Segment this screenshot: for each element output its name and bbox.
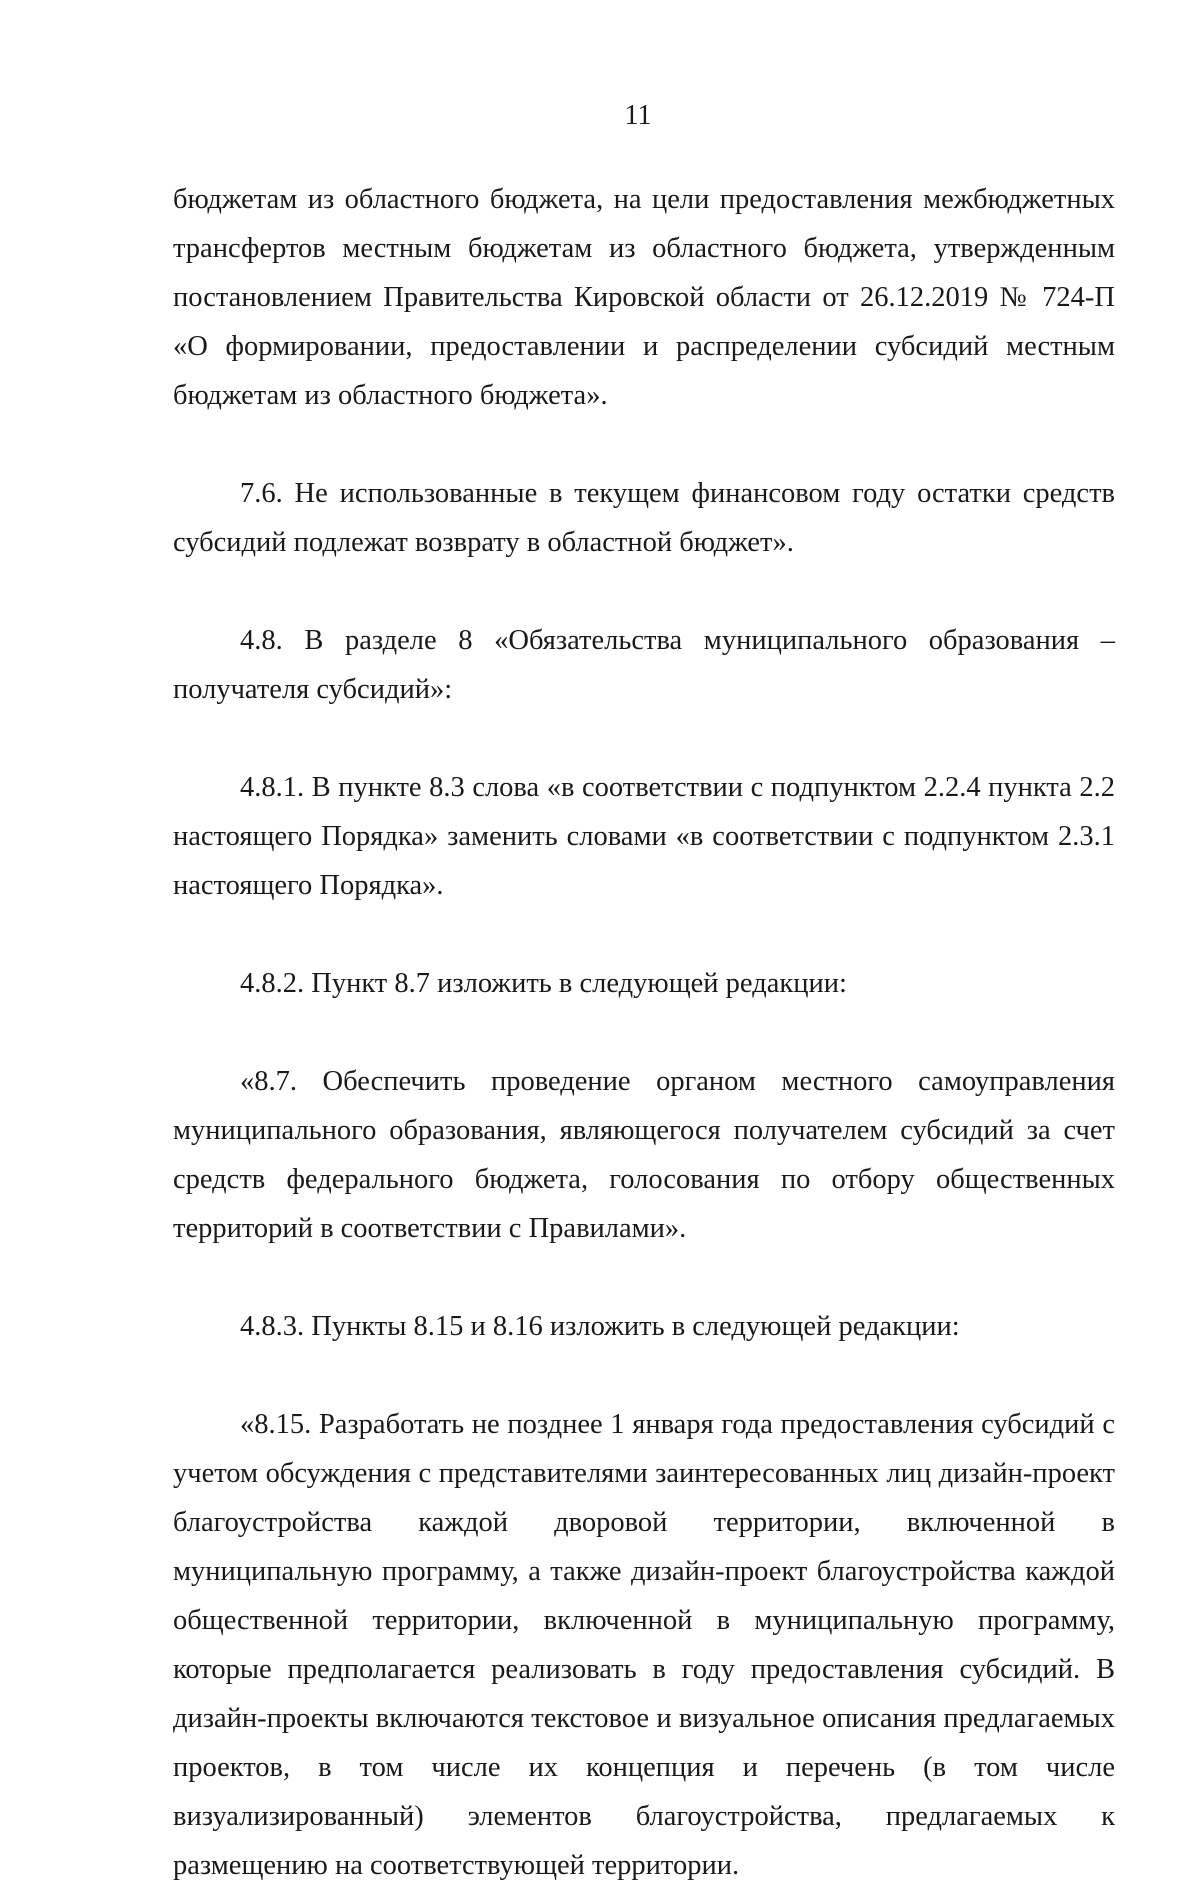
- text-line: 4.8.3. Пункты 8.15 и 8.16 изложить в следующей редакции:: [240, 1311, 960, 1342]
- text-line: территорий в соответствии с Правилами».: [173, 1213, 687, 1244]
- text-line: «О формировании, предоставлении и распределении субсидий местным: [173, 331, 1115, 362]
- paragraph-spacer: [173, 714, 1115, 763]
- text-line: бюджетам из областного бюджета».: [173, 380, 608, 411]
- text-line: учетом обсуждения с представителями заинтересованных лиц дизайн-проект: [173, 1458, 1115, 1489]
- text-line: муниципальную программу, а также дизайн-проект благоустройства каждой: [173, 1556, 1115, 1587]
- paragraph-spacer: [173, 1008, 1115, 1057]
- paragraph-spacer: [173, 567, 1115, 616]
- text-line: 4.8. В разделе 8 «Обязательства муниципального образования –: [240, 625, 1115, 656]
- text-line: 4.8.2. Пункт 8.7 изложить в следующей редакции:: [240, 968, 847, 999]
- text-line: 7.6. Не использованные в текущем финансовом году остатки средств: [240, 478, 1115, 509]
- text-line: средств федерального бюджета, голосования по отбору общественных: [173, 1164, 1115, 1195]
- text-line: бюджетам из областного бюджета, на цели предоставления межбюджетных: [173, 184, 1115, 215]
- text-line: получателя субсидий»:: [173, 674, 453, 705]
- text-line: размещению на соответствующей территории.: [173, 1850, 740, 1881]
- paragraph-spacer: [173, 1351, 1115, 1400]
- text-line: которые предполагается реализовать в году предоставления субсидий. В: [173, 1654, 1115, 1685]
- paragraph-spacer: [173, 420, 1115, 469]
- text-line: проектов, в том числе их концепция и перечень (в том числе: [173, 1752, 1115, 1783]
- text-line: общественной территории, включенной в муниципальную программу,: [173, 1605, 1115, 1636]
- text-line: «8.7. Обеспечить проведение органом местного самоуправления: [240, 1066, 1115, 1097]
- paragraph-spacer: [173, 1253, 1115, 1302]
- paragraph-spacer: [173, 910, 1115, 959]
- text-line: 4.8.1. В пункте 8.3 слова «в соответствии с подпунктом 2.2.4 пункта 2.2: [240, 772, 1115, 803]
- text-line: «8.15. Разработать не позднее 1 января года предоставления субсидий с: [240, 1409, 1115, 1440]
- text-line: субсидий подлежат возврату в областной бюджет».: [173, 527, 794, 558]
- text-line: настоящего Порядка» заменить словами «в соответствии с подпунктом 2.3.1: [173, 821, 1115, 852]
- text-line: дизайн-проекты включаются текстовое и визуальное описания предлагаемых: [173, 1703, 1115, 1734]
- text-line: трансфертов местным бюджетам из областного бюджета, утвержденным: [173, 233, 1115, 264]
- text-line: муниципального образования, являющегося получателем субсидий за счет: [173, 1115, 1115, 1146]
- document-body: [173, 175, 1115, 1890]
- text-line: настоящего Порядка».: [173, 870, 444, 901]
- text-line: благоустройства каждой дворовой территории, включенной в: [173, 1507, 1115, 1538]
- text-line: постановлением Правительства Кировской области от 26.12.2019 № 724-П: [173, 282, 1115, 313]
- page-number: 11: [624, 100, 652, 131]
- text-line: визуализированный) элементов благоустройства, предлагаемых к: [173, 1801, 1115, 1832]
